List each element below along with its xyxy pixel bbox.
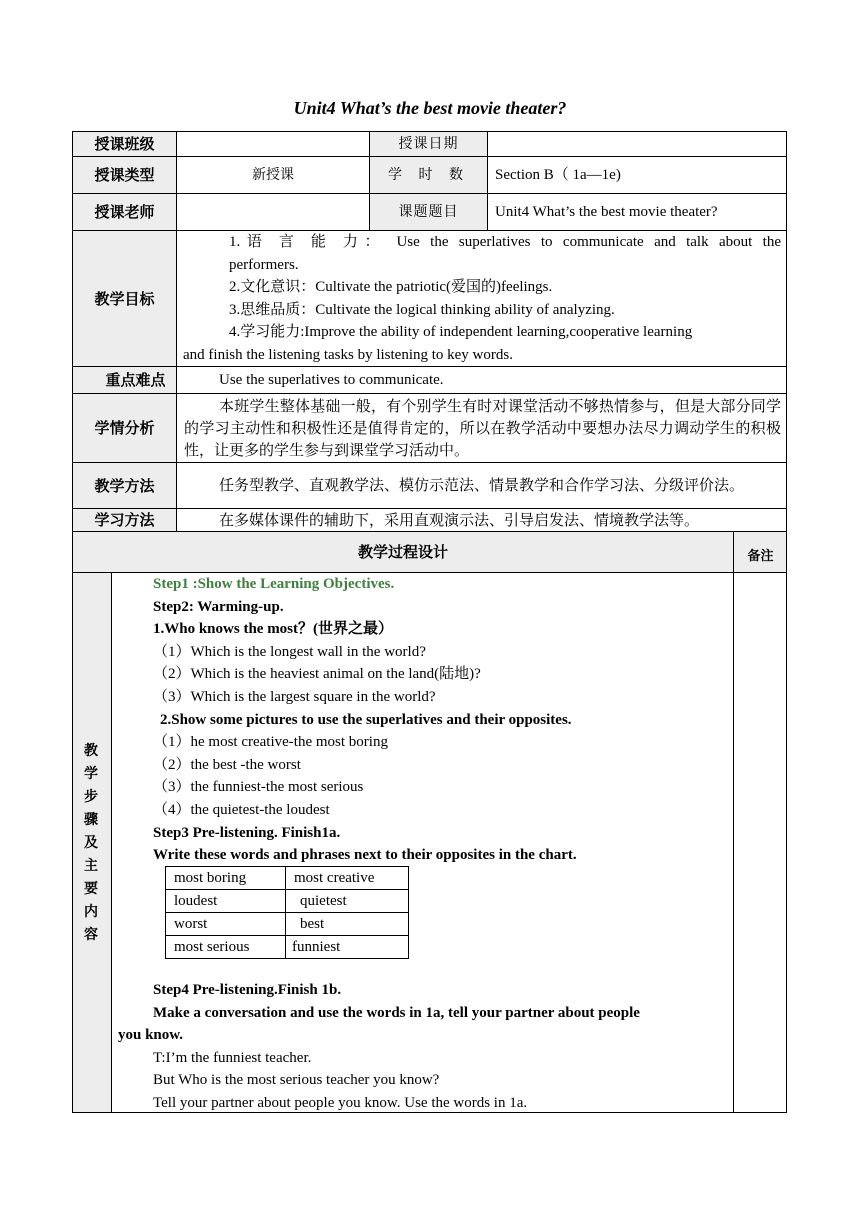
methods-label: 教学方法 [72, 462, 176, 508]
dialog-line-3: Tell your partner about people you know. Use the words in 1a. [153, 1094, 528, 1111]
table-cell: quietest [286, 890, 409, 913]
table-cell: loudest [166, 890, 286, 913]
page-title: Unit4 What’s the best movie theater? [293, 98, 567, 118]
date-value [487, 131, 787, 156]
class-value [176, 131, 369, 156]
objectives-list [183, 231, 781, 366]
step2-part2: 2.Show some pictures to use the superlatives and their opposites. [160, 711, 572, 728]
hours-label: 学 时 数 [369, 156, 487, 193]
table-cell: funniest [286, 936, 409, 959]
question-2: （2）Which is the heaviest animal on the land(陆地)? [153, 666, 481, 683]
dialog-line-1: T:I’m the funniest teacher. [153, 1049, 312, 1066]
type-label: 授课类型 [72, 156, 176, 193]
step4: Step4 Pre-listening.Finish 1b. [153, 982, 342, 998]
question-1: （1）Which is the longest wall in the world? [153, 643, 426, 660]
step3-instruction: Write these words and phrases next to their opposites in the chart. [153, 847, 577, 864]
objective-2: 2.文化意识：Cultivate the patriotic(爱国的)feelings. [229, 279, 553, 295]
objective-4-cont: and finish the listening tasks by listening to key words. [183, 346, 513, 363]
objective-3: 3.思维品质：Cultivate the logical thinking ability of analyzing. [229, 301, 615, 318]
hours-value: Section B（ 1a—1e) [487, 156, 787, 193]
analysis-label: 学情分析 [72, 393, 176, 462]
pair-1: （1）he most creative-the most boring [153, 734, 388, 751]
table-row [166, 913, 409, 936]
topic-value: Unit4 What’s the best movie theater? [487, 193, 787, 230]
date-label: 授课日期 [369, 131, 487, 156]
analysis-text: 本班学生整体基础一般，有个别学生有时对课堂活动不够热情参与，但是大部分同学的学习主动性和积极性还是值得肯定的，所以在教学活动中要想办法尽力调动学生的积极性，让更多的学生参与到课堂学习活动中。 [176, 393, 787, 462]
objective-4: 4.学习能力:Improve the ability of independent learning,cooperative learning [229, 324, 693, 340]
learning-text: 在多媒体课件的辅助下，采用直观演示法、引导启发法、情境教学法等。 [176, 508, 787, 531]
learning-label: 学习方法 [72, 508, 176, 531]
step4-instruction-cont: you know. [118, 1027, 184, 1044]
teacher-label: 授课老师 [72, 193, 176, 230]
step3: Step3 Pre-listening. Finish1a. [153, 824, 341, 841]
objective-1a: 1.语 言 能 力： Use the superlatives to communicate and talk about the [229, 234, 781, 250]
dialog-line-2: But Who is the most serious teacher you know? [153, 1072, 440, 1089]
table-cell: most boring [166, 867, 286, 890]
pair-2: （2）the best -the worst [153, 756, 301, 773]
class-label: 授课班级 [72, 131, 176, 156]
table-cell: most creative [286, 867, 409, 890]
process-header: 教学过程设计 [72, 531, 733, 572]
table-cell: best [286, 913, 409, 936]
keypoints-label: 重点难点 [72, 366, 176, 393]
keypoints-text: Use the superlatives to communicate. [176, 366, 787, 393]
teacher-value [176, 193, 369, 230]
process-steps-2 [118, 979, 730, 1115]
notes-header: 备注 [733, 531, 787, 572]
table-row [166, 867, 409, 890]
objectives-label: 教学目标 [72, 230, 176, 366]
steps-label: 教 学 步 骤 及 主 要 内 容 [84, 743, 98, 943]
pair-3: （3）the funniest-the most serious [153, 779, 364, 796]
step4-instruction: Make a conversation and use the words in 1a, tell your partner about people [153, 1004, 640, 1021]
question-3: （3）Which is the largest square in the world? [153, 688, 436, 705]
table-row [166, 936, 409, 959]
pair-4: （4）the quietest-the loudest [153, 801, 330, 818]
process-steps [118, 573, 730, 867]
step2: Step2: Warming-up. [153, 598, 284, 615]
topic-label: 课题题目 [369, 193, 487, 230]
step1: Step1 :Show the Learning Objectives. [153, 576, 395, 592]
step2-part1: 1.Who knows the most？(世界之最） [153, 621, 394, 638]
table-row [166, 890, 409, 913]
type-value: 新授课 [176, 156, 369, 193]
objective-1b: performers. [229, 256, 299, 273]
table-cell: worst [166, 913, 286, 936]
notes-cell [733, 572, 787, 1113]
methods-text: 任务型教学、直观教学法、模仿示范法、情景教学和合作学习法、分级评价法。 [176, 462, 787, 508]
opposites-chart [165, 866, 409, 959]
table-cell: most serious [166, 936, 286, 959]
